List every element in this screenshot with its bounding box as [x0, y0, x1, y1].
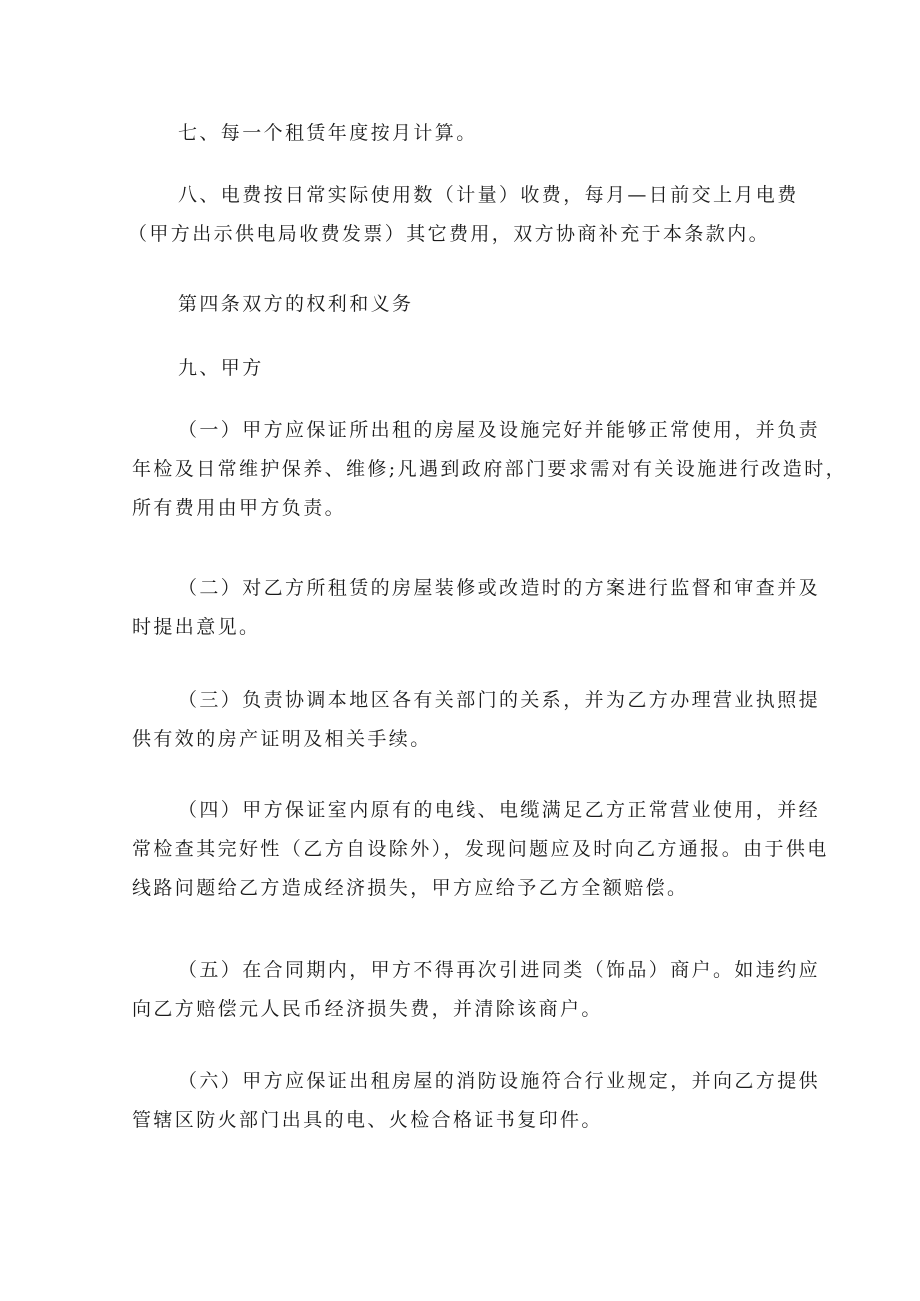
- text-line: 管辖区防火部门出具的电、火检合格证书复印件。: [132, 1109, 603, 1131]
- text-line: 时提出意见。: [132, 616, 261, 638]
- paragraph-clause-7: [132, 114, 792, 153]
- text-line: （五）在合同期内，甲方不得再次引进同类（饰品）商户。如违约应: [178, 959, 821, 981]
- paragraph-clause-9-3: [132, 681, 821, 759]
- text-line: 第四条双方的权利和义务: [178, 293, 414, 315]
- paragraph-clause-9-4: [132, 791, 829, 908]
- text-line: 常检查其完好性（乙方自设除外），发现问题应及时向乙方通报。由于供电: [132, 838, 829, 860]
- paragraph-clause-9-1: [132, 411, 848, 528]
- text-line: 线路问题给乙方造成经济损失，甲方应给予乙方全额赔偿。: [132, 877, 689, 899]
- text-line: 所有费用由甲方负责。: [132, 497, 347, 519]
- paragraph-clause-9-5: [132, 951, 821, 1029]
- text-line: 供有效的房产证明及相关手续。: [132, 728, 432, 750]
- text-line: 年检及日常维护保养、维修;凡遇到政府部门要求需对有关设施进行改造时，: [132, 458, 848, 480]
- text-line: 向乙方赔偿元人民币经济损失费，并清除该商户。: [132, 998, 603, 1020]
- paragraph-clause-8: [128, 176, 799, 254]
- text-line: 八、电费按日常实际使用数（计量）收费，每月—日前交上月电费: [178, 184, 799, 206]
- text-line: 九、甲方: [178, 357, 264, 379]
- text-line: （甲方出示供电局收费发票）其它费用，双方协商补充于本条款内。: [128, 223, 771, 245]
- paragraph-clause-9-6: [132, 1062, 821, 1140]
- text-line: （一）甲方应保证所出租的房屋及设施完好并能够正常使用，并负责: [178, 419, 821, 441]
- text-line: （四）甲方保证室内原有的电线、电缆满足乙方正常营业使用，并经: [178, 799, 821, 821]
- text-line: （二）对乙方所租赁的房屋装修或改造时的方案进行监督和审查并及: [178, 577, 821, 599]
- article-4-heading: [132, 285, 792, 324]
- paragraph-clause-9-2: [132, 569, 821, 647]
- paragraph-clause-9: [132, 349, 792, 388]
- text-line: （六）甲方应保证出租房屋的消防设施符合行业规定，并向乙方提供: [178, 1070, 821, 1092]
- text-line: （三）负责协调本地区各有关部门的关系，并为乙方办理营业执照提: [178, 689, 821, 711]
- text-line: 七、每一个租赁年度按月计算。: [178, 122, 478, 144]
